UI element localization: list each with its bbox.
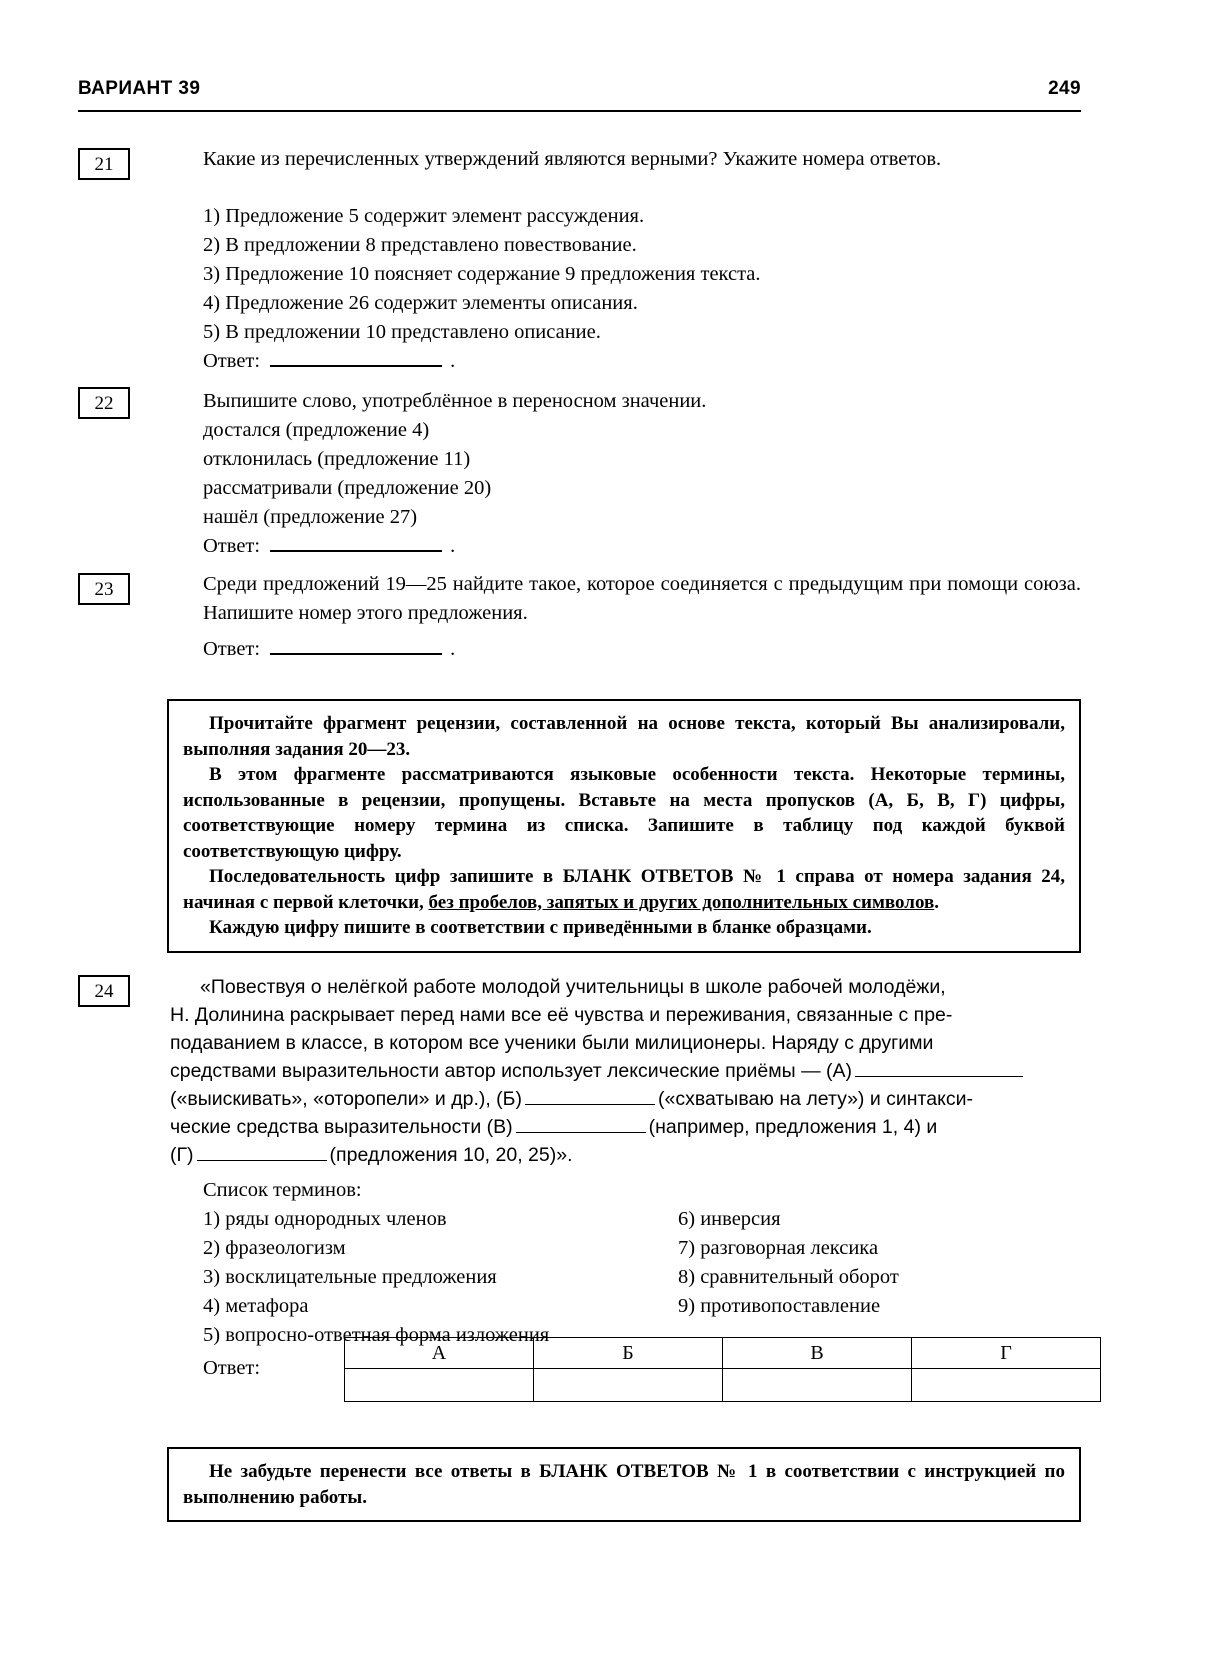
term-item-2: 2) фразеологизм: [203, 1237, 346, 1259]
task-22-option-2: отклонилась (предложение 11): [203, 448, 471, 470]
table-value-row: [345, 1369, 1101, 1402]
task-24-line-2: Н. Долинина раскрывает перед нами все её чувства и переживания, связанные с пре-: [170, 1004, 953, 1026]
task-22-answer-field[interactable]: [270, 537, 442, 552]
table-header-b: Б: [534, 1338, 723, 1369]
instruction-p3-tail: .: [934, 891, 939, 913]
task-22-option-3: рассматривали (предложение 20): [203, 477, 492, 499]
term-item-9: 9) противопоставление: [678, 1295, 881, 1317]
answer-period: .: [450, 535, 456, 557]
instruction-paragraph-2: В этом фрагменте рассматриваются языковые особенности текста. Некоторые термины, использованные в рецензии, пропущены. Вставьте на места пропусков (А, Б, В, Г) цифры, соответствующие номеру термина из списка. Запишите в таблицу под каждой буквой соответствующую цифру.: [183, 764, 1065, 862]
term-item-4: 4) метафора: [203, 1295, 309, 1317]
task-24-line-7-text-a: (Г): [170, 1144, 194, 1166]
term-item-6: 6) инверсия: [678, 1208, 781, 1230]
term-item-1: 1) ряды однородных членов: [203, 1208, 447, 1230]
task-23-prompt: Среди предложений 19—25 найдите такое, которое соединяется с предыдущим при помощи союза. Напишите номер этого предложения.: [203, 573, 1081, 624]
task-21-option-5: 5) В предложении 10 представлено описание.: [203, 321, 601, 343]
term-item-3: 3) восклицательные предложения: [203, 1266, 497, 1288]
terms-list-right: [678, 1205, 899, 1321]
page-number: 249: [1048, 78, 1081, 99]
table-header-row: [345, 1338, 1101, 1369]
term-item-8: 8) сравнительный оборот: [678, 1266, 899, 1288]
task-24-line-3: подаванием в классе, в котором все ученики были милиционеры. Наряду с другими: [170, 1032, 934, 1054]
footer-note-part-3: в соответствии с инструкцией по выполнению работы.: [183, 1461, 1065, 1508]
footer-note-part-1: Не забудьте перенести все ответы в: [209, 1461, 540, 1482]
terms-title: Список терминов:: [203, 1179, 362, 1201]
task-24-blank-a[interactable]: [855, 1062, 1023, 1077]
task-24-line-6-text-a: ческие средства выразительности (В): [170, 1116, 513, 1138]
task-24-line-5-text-b: («схватываю на лету») и синтакси-: [657, 1088, 974, 1110]
instruction-p3-underlined: без пробелов, запятых и других дополнительных символов: [428, 891, 935, 913]
instruction-paragraph-1: Прочитайте фрагмент рецензии, составленной на основе текста, который Вы анализировали, выполняя задания 20—23.: [183, 713, 1065, 760]
term-item-7: 7) разговорная лексика: [678, 1237, 879, 1259]
task-21-answer-field[interactable]: [270, 352, 442, 367]
instruction-paragraph-3: [183, 864, 1065, 915]
task-23-answer-field[interactable]: [270, 640, 442, 655]
task-22-prompt: Выпишите слово, употреблённое в переносном значении.: [203, 390, 707, 412]
task-24-blank-b[interactable]: [525, 1090, 655, 1105]
header-divider: [78, 110, 1081, 112]
task-number-24: 24: [78, 975, 130, 1007]
task-21-prompt: Какие из перечисленных утверждений являются верными? Укажите номера ответов.: [203, 148, 942, 170]
answer-table: [344, 1337, 1101, 1402]
task-24-line-4-text: средствами выразительности автор использует лексические приёмы — (А): [170, 1060, 853, 1082]
task-22-option-4: нашёл (предложение 27): [203, 506, 418, 528]
task-21-option-2: 2) В предложении 8 представлено повествование.: [203, 234, 637, 256]
task-24-line-5: [170, 1085, 1081, 1113]
answer-period: .: [450, 638, 456, 660]
table-cell-a[interactable]: [345, 1369, 534, 1402]
task-24-line-7: [170, 1141, 1081, 1169]
table-cell-b[interactable]: [534, 1369, 723, 1402]
task-24-line-1: «Повествуя о нелёгкой работе молодой учительницы в школе рабочей молодёжи,: [200, 976, 946, 998]
instruction-box: [167, 699, 1081, 953]
page-header: [78, 78, 1081, 100]
terms-list-left: [203, 1205, 549, 1350]
answer-period: .: [450, 350, 456, 372]
task-23-answer-row: [203, 638, 455, 661]
variant-label: ВАРИАНТ 39: [78, 78, 201, 99]
task-21-answer-row: [203, 350, 455, 373]
task-24-text: [170, 973, 1081, 1169]
instruction-p3-head: Последовательность цифр запишите в БЛАНК ОТВЕТОВ № 1 справа от номера задания 24, начиная с первой клеточки,: [183, 866, 1065, 913]
footer-note-text: [183, 1459, 1065, 1510]
task-24-blank-v[interactable]: [516, 1118, 646, 1133]
term-item-5: 5) вопросно-ответная форма изложения: [203, 1324, 550, 1346]
answer-label: Ответ:: [203, 535, 261, 557]
task-21-option-1: 1) Предложение 5 содержит элемент рассуждения.: [203, 205, 645, 227]
task-24-line-4: [170, 1057, 1081, 1085]
task-24-line-6: [170, 1113, 1081, 1141]
task-24-line-7-text-b: (предложения 10, 20, 25)».: [329, 1144, 573, 1166]
task-22-answer-row: [203, 535, 455, 558]
task-24-answer-label: Ответ:: [203, 1357, 261, 1379]
task-number-23: 23: [78, 573, 130, 605]
instruction-paragraph-4: Каждую цифру пишите в соответствии с приведёнными в бланке образцами.: [209, 917, 872, 938]
task-number-21: 21: [78, 148, 130, 180]
task-21-option-4: 4) Предложение 26 содержит элементы описания.: [203, 292, 638, 314]
footer-note-box: [167, 1447, 1081, 1522]
table-header-g: Г: [912, 1338, 1101, 1369]
table-cell-g[interactable]: [912, 1369, 1101, 1402]
table-header-v: В: [723, 1338, 912, 1369]
task-24-blank-g[interactable]: [197, 1146, 327, 1161]
task-number-22: 22: [78, 387, 130, 419]
table-cell-v[interactable]: [723, 1369, 912, 1402]
answer-label: Ответ:: [203, 638, 261, 660]
task-24-line-6-text-b: (например, предложения 1, 4) и: [648, 1116, 938, 1138]
answer-label: Ответ:: [203, 350, 261, 372]
footer-note-part-2: БЛАНК ОТВЕТОВ № 1: [539, 1461, 758, 1482]
task-22-option-1: достался (предложение 4): [203, 419, 430, 441]
task-21-option-3: 3) Предложение 10 поясняет содержание 9 предложения текста.: [203, 263, 761, 285]
task-24-line-5-text-a: («выискивать», «оторопели» и др.), (Б): [170, 1088, 522, 1110]
table-header-a: А: [345, 1338, 534, 1369]
